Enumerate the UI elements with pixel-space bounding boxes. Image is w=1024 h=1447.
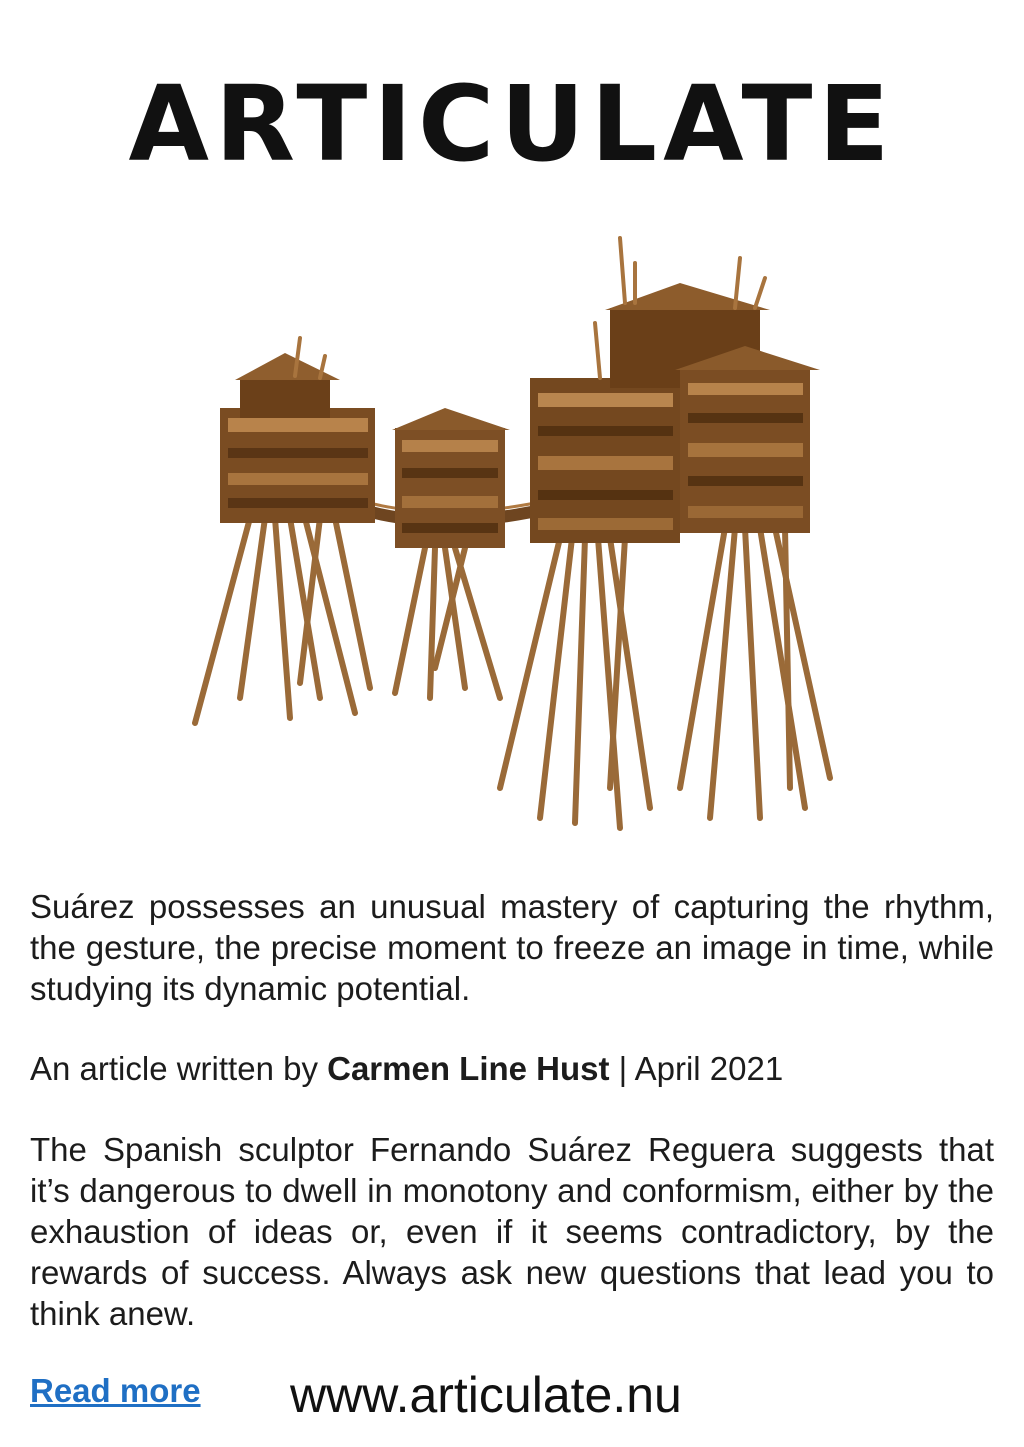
article-byline — [30, 1048, 994, 1089]
website-url: www.articulate.nu — [290, 1367, 682, 1423]
read-more-link[interactable]: Read more — [30, 1372, 201, 1409]
article-body: The Spanish sculptor Fernando Suárez Reguera suggests that it’s dangerous to dwell in monotony and conformism, either by the exhaustion of ideas or, even if it seems contradictory, by the rewards of success. Always ask new questions that lead you to think anew. — [30, 1131, 994, 1332]
byline-prefix: An article written by — [30, 1050, 328, 1087]
article-quote: Suárez possesses an unusual mastery of capturing the rhythm, the gesture, the precise moment to freeze an image in time, while studying its dynamic potential. — [30, 888, 994, 1007]
sculpture-image — [180, 228, 850, 838]
articulate-logo: ARTICULATE — [128, 63, 896, 185]
stilt-houses-illustration — [180, 228, 850, 838]
author-name: Carmen Line Hust — [327, 1050, 610, 1087]
byline-date: | April 2021 — [609, 1050, 784, 1087]
